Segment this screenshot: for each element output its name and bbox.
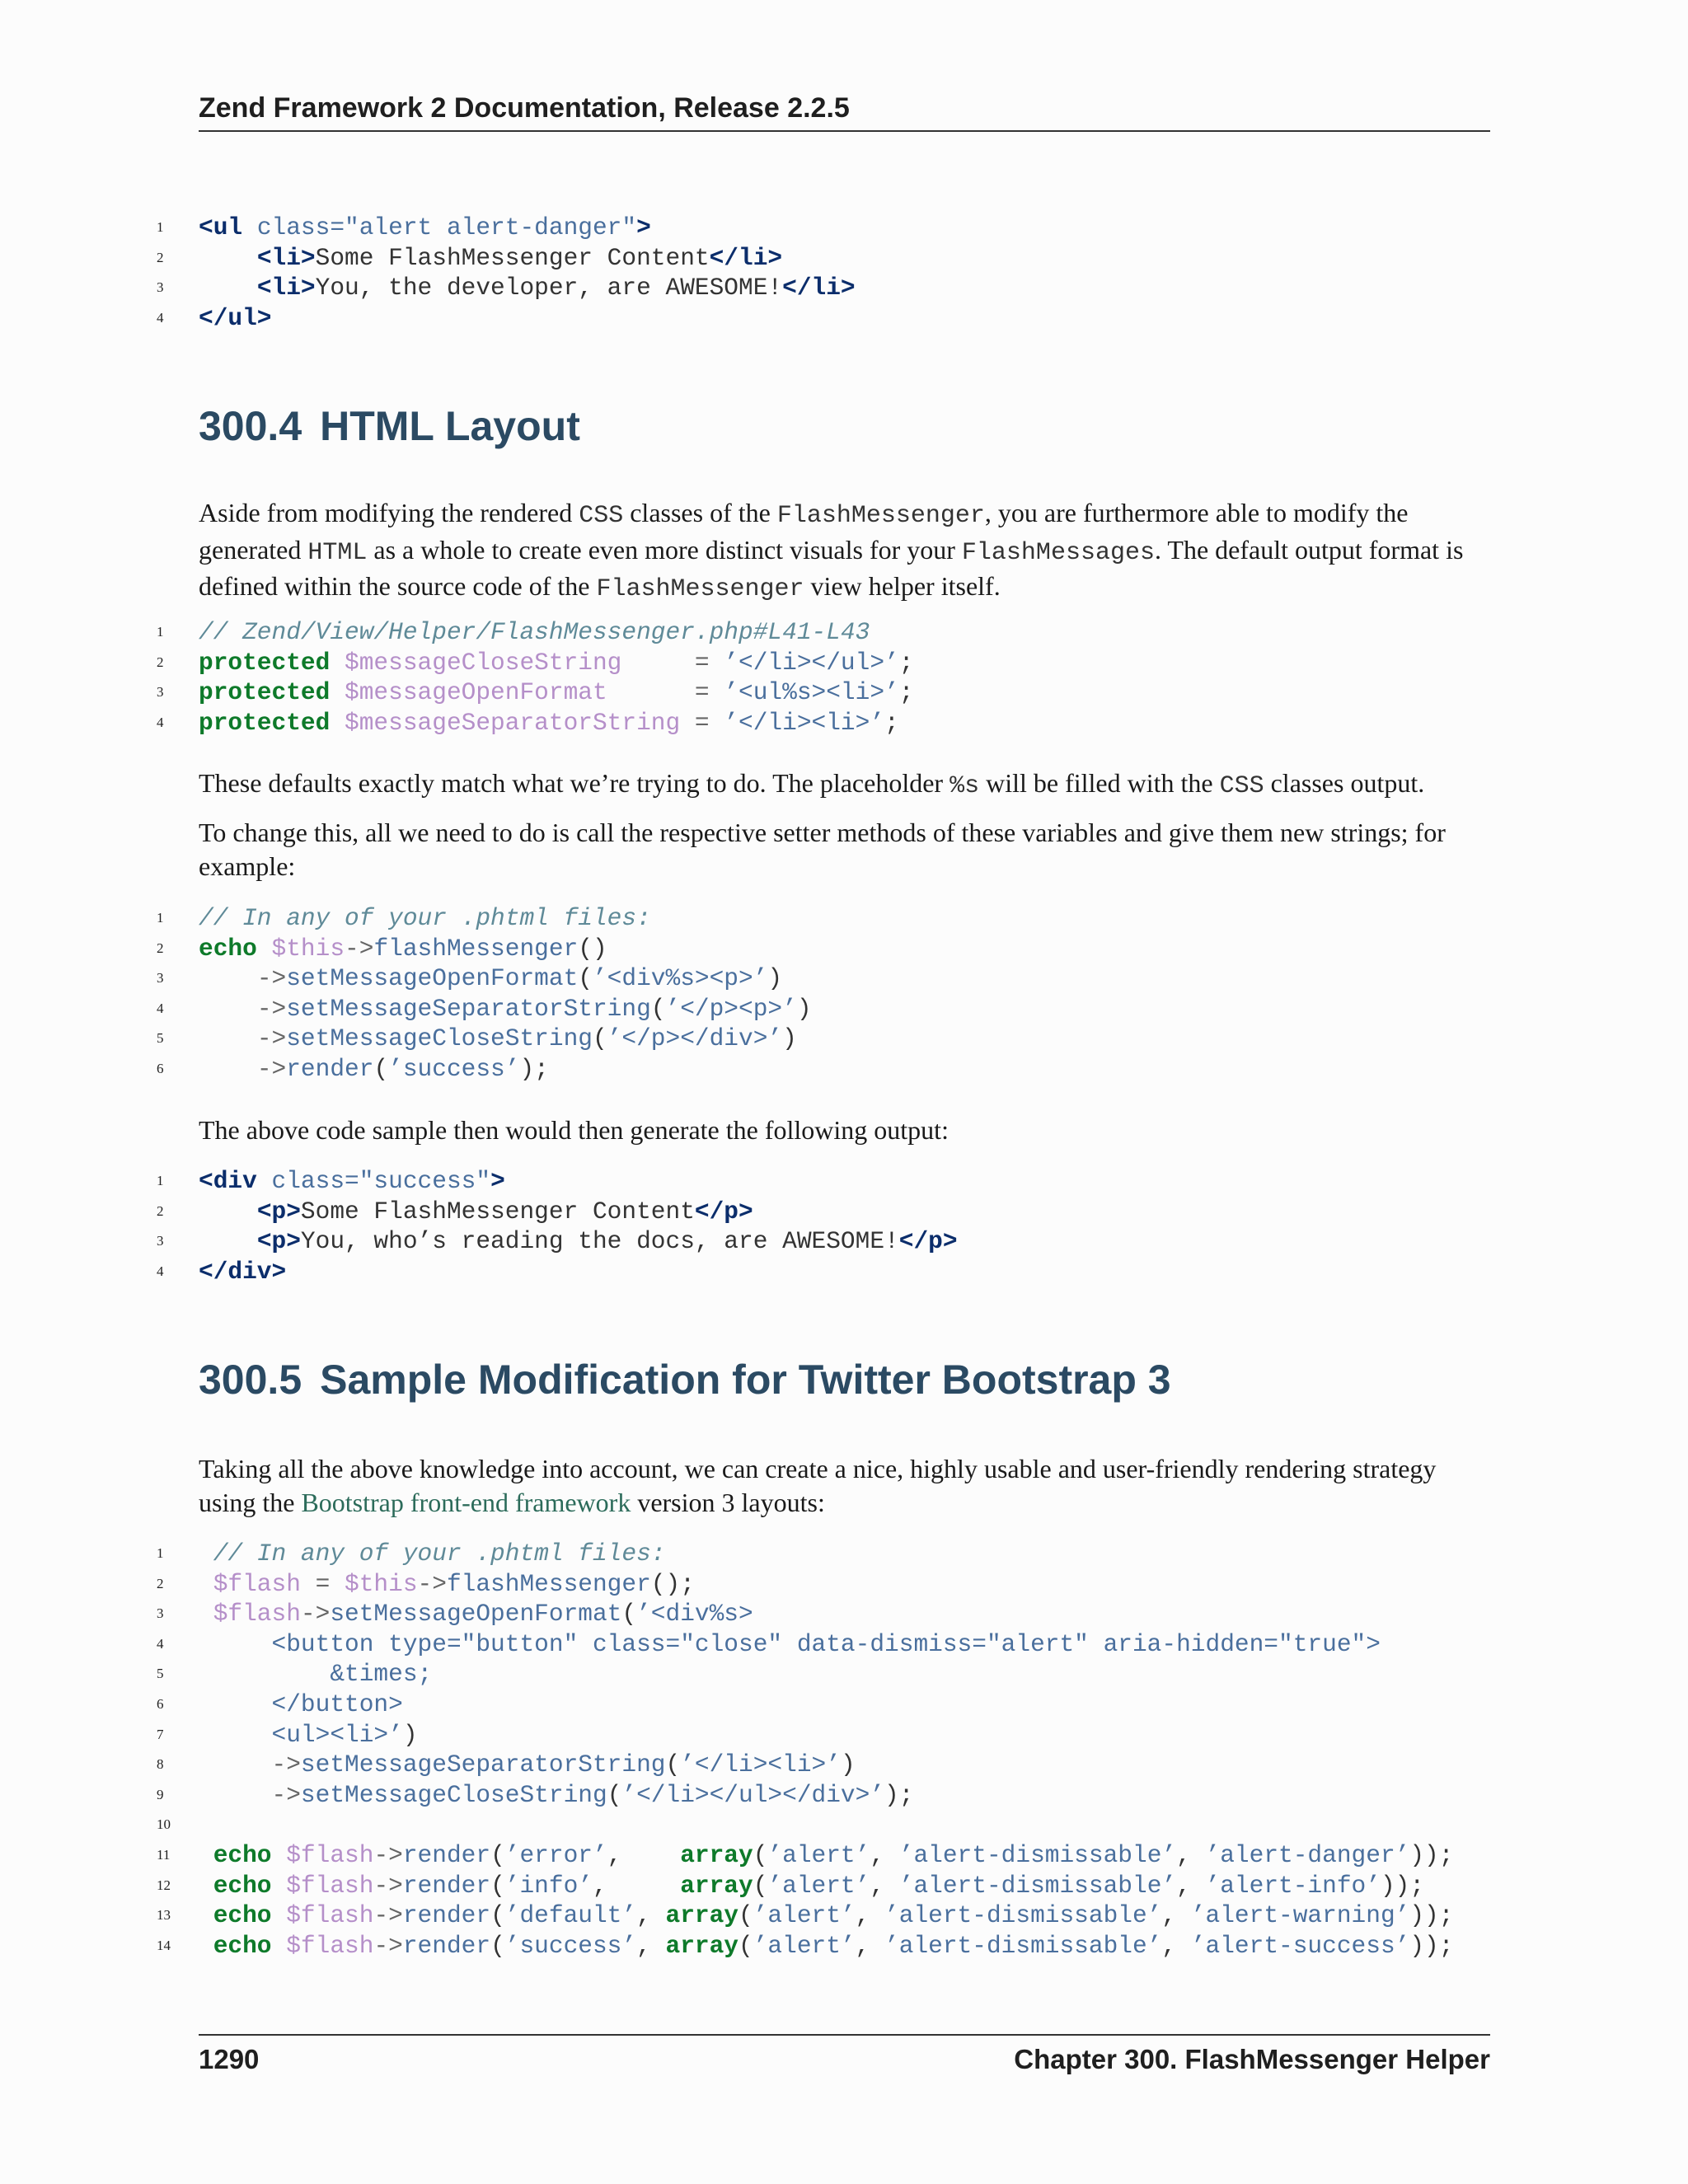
code-token: )	[767, 964, 783, 993]
code-token: )	[796, 994, 812, 1023]
code-line	[157, 1629, 1453, 1660]
code-token: render	[402, 1871, 491, 1900]
paragraph-html-layout-intro	[199, 496, 1490, 607]
code-token: (	[621, 1600, 637, 1629]
code-token: ’alert-warning’	[1190, 1901, 1410, 1930]
code-token: flashMessenger	[446, 1569, 651, 1598]
code-token: setMessageSeparatorString	[300, 1750, 666, 1779]
code-token: ();	[650, 1569, 695, 1598]
code-token: (	[592, 1024, 607, 1053]
code-token: $this	[271, 934, 345, 963]
code-token: ->	[345, 934, 374, 963]
code-token: ’</p></div>’	[607, 1024, 783, 1053]
inline-code: FlashMessages	[961, 538, 1155, 567]
section-title: HTML Layout	[320, 403, 580, 449]
code-token: class=	[271, 1167, 359, 1195]
section-title: Sample Modification for Twitter Bootstrap 3	[320, 1357, 1171, 1403]
code-token: ->	[271, 1780, 301, 1809]
text: will be filled with the	[979, 768, 1220, 798]
line-number: 1	[157, 624, 164, 640]
code-line	[157, 1054, 812, 1085]
code-token	[621, 649, 695, 677]
code-token: (	[738, 1901, 753, 1930]
code-line	[157, 1840, 1453, 1871]
code-token: (	[490, 1901, 505, 1930]
code-token: ,	[1176, 1840, 1206, 1869]
code-token: >	[490, 1167, 505, 1195]
code-token: <ul	[199, 213, 257, 241]
code-token: =	[315, 1569, 331, 1598]
code-token: ->	[256, 964, 287, 993]
code-token: render	[402, 1840, 491, 1869]
code-token: >	[636, 213, 651, 241]
code-token: echo	[213, 1871, 272, 1900]
line-number: 9	[157, 1786, 164, 1802]
code-token: ,	[855, 1931, 885, 1960]
code-token: ’alert’	[767, 1840, 870, 1869]
code-token	[710, 649, 724, 677]
code-line	[157, 617, 913, 648]
code-token: (	[490, 1871, 505, 1900]
code-token: ->	[373, 1871, 403, 1900]
code-token: $flash	[286, 1931, 374, 1960]
code-token: ’default’	[504, 1901, 637, 1930]
text: . The default output format is defined within the source code of the	[199, 534, 1464, 601]
code-token: protected	[199, 648, 331, 677]
code-line	[157, 1780, 1453, 1811]
inline-code: HTML	[307, 538, 368, 567]
code-token: </li>	[782, 274, 856, 302]
code-token: ->	[300, 1600, 331, 1629]
code-token: ;	[898, 648, 914, 677]
code-token: =	[694, 648, 710, 677]
text: view helper itself.	[804, 571, 1001, 601]
inline-code: CSS	[579, 502, 624, 530]
code-token: ->	[256, 994, 287, 1023]
line-number: 4	[157, 1635, 164, 1652]
code-token: )	[402, 1720, 418, 1749]
line-number: 4	[157, 309, 164, 326]
code-token	[272, 1901, 287, 1929]
code-token: "success"	[359, 1167, 491, 1195]
code-token: <ul><li>’	[199, 1720, 403, 1749]
code-token: ’<ul%s><li>’	[724, 678, 899, 707]
code-token: protected	[199, 708, 331, 737]
code-token: ’alert’	[753, 1901, 856, 1930]
code-token: ->	[256, 1054, 287, 1083]
code-token	[199, 1540, 213, 1568]
code-token	[199, 1600, 213, 1628]
code-token: ,	[1161, 1931, 1191, 1960]
code-line	[157, 1900, 1453, 1931]
code-token	[199, 244, 257, 272]
text: classes output.	[1264, 768, 1425, 798]
code-line	[157, 1599, 1453, 1629]
code-token: ’alert-dismissable’	[884, 1931, 1162, 1960]
code-token: array	[665, 1901, 739, 1930]
code-token: ’</li></ul></div>’	[621, 1780, 885, 1809]
code-line	[157, 1871, 1453, 1901]
chapter-title: Chapter 300. FlashMessenger Helper	[1014, 2044, 1490, 2074]
code-token: <p>	[256, 1197, 301, 1226]
code-token: ’alert-dismissable’	[884, 1901, 1162, 1930]
code-token: ’<div%s>	[636, 1600, 753, 1629]
code-token: (	[665, 1750, 681, 1779]
code-token: <button type="button" class="close" data-dismiss="alert" aria-hidden="true">	[199, 1629, 1381, 1658]
line-number: 3	[157, 1233, 164, 1249]
code-token: </div>	[199, 1257, 287, 1286]
code-token: // In any of your .phtml files:	[199, 904, 651, 932]
code-line	[157, 273, 856, 303]
code-token	[301, 1570, 316, 1598]
code-token: ’</li></ul>’	[724, 648, 899, 677]
code-token: ’alert-info’	[1205, 1871, 1381, 1900]
code-line	[157, 1226, 958, 1257]
code-token: Some FlashMessenger Content	[300, 1197, 695, 1226]
bootstrap-link[interactable]: Bootstrap front-end framework	[301, 1487, 631, 1517]
line-number: 1	[157, 219, 164, 235]
code-line	[157, 1024, 812, 1054]
code-token	[199, 1932, 213, 1960]
code-token	[710, 678, 724, 706]
code-token: flashMessenger	[373, 934, 579, 963]
line-number: 4	[157, 1000, 164, 1016]
code-token: <li>	[256, 274, 316, 302]
code-token: ’</p><p>’	[665, 994, 797, 1023]
code-token: (	[490, 1840, 505, 1869]
code-token: setMessageCloseString	[286, 1024, 593, 1053]
section-heading-html-layout	[199, 402, 580, 450]
code-token: ,	[1176, 1871, 1206, 1900]
code-token: class=	[256, 213, 345, 241]
code-token: ’alert-success’	[1190, 1931, 1410, 1960]
code-token: $messageSeparatorString	[345, 708, 681, 737]
line-number: 12	[157, 1877, 171, 1893]
text: Aside from modifying the rendered	[199, 498, 579, 527]
code-token: echo	[213, 1840, 272, 1869]
code-token: );	[519, 1054, 549, 1083]
code-token: ->	[373, 1901, 403, 1930]
code-token: ;	[884, 708, 899, 737]
code-token: echo	[199, 934, 257, 963]
inline-code: FlashMessenger	[776, 502, 985, 530]
code-token	[257, 935, 272, 963]
code-token	[199, 1197, 257, 1226]
code-token: render	[402, 1931, 491, 1960]
code-token: setMessageOpenFormat	[286, 964, 579, 993]
code-token	[199, 1570, 213, 1598]
code-token: (	[607, 1780, 622, 1809]
section-number: 300.5	[199, 1357, 302, 1403]
line-number: 3	[157, 1605, 164, 1622]
text: These defaults exactly match what we’re trying to do. The placeholder	[199, 768, 950, 798]
code-line	[157, 213, 856, 243]
line-number: 4	[157, 714, 164, 730]
text: , you are furthermore able to modify the generated	[199, 498, 1409, 565]
text: version 3 layouts:	[631, 1487, 825, 1517]
line-number: 4	[157, 1263, 164, 1279]
line-number: 10	[157, 1816, 171, 1833]
code-token: array	[680, 1840, 753, 1869]
code-token: ’info’	[504, 1871, 593, 1900]
code-token: ;	[898, 678, 914, 707]
code-line	[157, 677, 913, 708]
running-header: Zend Framework 2 Documentation, Release 2.2.5	[199, 92, 850, 124]
code-token: ,	[607, 1840, 681, 1869]
code-token	[330, 649, 345, 677]
code-token: ,	[855, 1901, 885, 1930]
code-line	[157, 303, 856, 334]
paragraph-output-intro: The above code sample then would then generate the following output:	[199, 1115, 949, 1145]
line-number: 11	[157, 1846, 171, 1863]
code-line	[157, 708, 913, 738]
code-token: ’</li><li>’	[680, 1750, 841, 1779]
code-block-div-output	[157, 1166, 958, 1286]
code-line	[157, 648, 913, 678]
code-token: <p>	[256, 1227, 301, 1256]
code-token: ,	[636, 1931, 666, 1960]
text: as a whole to create even more distinct visuals for your	[367, 534, 962, 565]
code-token: <li>	[256, 243, 316, 272]
code-line	[157, 1539, 1453, 1569]
code-token: ’alert-dismissable’	[898, 1871, 1177, 1900]
line-number: 2	[157, 940, 164, 956]
code-token: Some FlashMessenger Content	[315, 243, 710, 272]
code-line	[157, 1690, 1453, 1720]
code-line	[157, 1931, 1453, 1961]
code-token: (	[753, 1840, 768, 1869]
code-token	[330, 1570, 345, 1598]
code-line	[157, 963, 812, 994]
code-line	[157, 1659, 1453, 1690]
code-token: ’alert-dismissable’	[898, 1840, 1177, 1869]
code-token	[199, 1872, 213, 1900]
inline-code: %s	[950, 772, 980, 800]
code-token: ’success’	[504, 1931, 637, 1960]
code-token	[199, 1901, 213, 1929]
line-number: 8	[157, 1756, 164, 1773]
code-token: $flash	[213, 1569, 301, 1598]
header-rule	[199, 130, 1490, 132]
line-number: 13	[157, 1907, 171, 1924]
code-token: ’error’	[504, 1840, 607, 1869]
line-number: 14	[157, 1937, 171, 1953]
code-token: setMessageSeparatorString	[286, 994, 651, 1023]
paragraph-setters: To change this, all we need to do is call the respective setter methods of these variables and give them new strings; for example:	[199, 818, 1446, 881]
section-number: 300.4	[199, 403, 302, 449]
code-token: =	[694, 708, 710, 737]
line-number: 3	[157, 970, 164, 987]
code-token: setMessageOpenFormat	[330, 1600, 622, 1629]
code-token: ->	[373, 1840, 403, 1869]
code-token: array	[680, 1871, 753, 1900]
code-token: $messageOpenFormat	[345, 678, 607, 707]
code-token: ));	[1380, 1871, 1425, 1900]
code-token	[710, 709, 724, 737]
code-token: (	[738, 1931, 753, 1960]
code-token: ->	[256, 1024, 287, 1053]
code-line	[157, 243, 856, 274]
line-number: 1	[157, 1173, 164, 1188]
code-token: (	[490, 1931, 505, 1960]
line-number: 6	[157, 1695, 164, 1712]
code-line	[157, 1810, 1453, 1840]
code-token	[199, 1024, 257, 1052]
code-token: ’<div%s><p>’	[592, 964, 768, 993]
code-token: </ul>	[199, 303, 272, 332]
line-number: 3	[157, 684, 164, 701]
code-token: </p>	[694, 1197, 753, 1226]
code-token: render	[286, 1054, 374, 1083]
code-token: $flash	[213, 1600, 301, 1629]
code-token: $flash	[286, 1901, 374, 1930]
code-token: );	[884, 1780, 914, 1809]
code-token	[199, 1781, 272, 1809]
line-number: 3	[157, 279, 164, 296]
code-token	[199, 964, 257, 992]
code-token: (	[650, 994, 666, 1023]
line-number: 2	[157, 249, 164, 265]
code-token: echo	[213, 1931, 272, 1960]
code-token	[199, 995, 257, 1023]
code-line	[157, 1750, 1453, 1780]
code-token: ’alert’	[767, 1871, 870, 1900]
code-token	[199, 1055, 257, 1083]
code-token	[272, 1872, 287, 1900]
code-token	[330, 709, 345, 737]
line-number: 1	[157, 910, 164, 926]
code-token	[199, 1841, 213, 1869]
code-block-default-format	[157, 617, 913, 738]
code-line	[157, 903, 812, 934]
code-token: "alert alert-danger"	[345, 213, 637, 241]
code-token: // Zend/View/Helper/FlashMessenger.php#L41-L43	[199, 618, 870, 646]
code-line	[157, 994, 812, 1024]
code-token: ()	[578, 934, 607, 963]
code-token: )	[840, 1750, 856, 1779]
code-token: (	[373, 1054, 389, 1083]
code-token	[199, 1227, 257, 1255]
code-token: ’alert-danger’	[1205, 1840, 1410, 1869]
code-token: ));	[1409, 1901, 1454, 1930]
code-token: array	[665, 1931, 739, 1960]
code-token	[272, 1841, 287, 1869]
code-token	[607, 678, 695, 706]
code-token: You, who’s reading the docs, are AWESOME!	[300, 1227, 899, 1256]
code-line	[157, 934, 812, 964]
code-token: protected	[199, 678, 331, 707]
paragraph-bootstrap-intro	[199, 1452, 1490, 1519]
code-token: )	[782, 1024, 797, 1053]
code-block-bootstrap	[157, 1539, 1453, 1961]
footer-rule	[199, 2034, 1490, 2036]
code-line	[157, 1569, 1453, 1600]
code-token: (	[753, 1871, 768, 1900]
code-token: ->	[417, 1569, 447, 1598]
line-number: 6	[157, 1060, 164, 1076]
code-token: ->	[271, 1750, 301, 1779]
code-token: ’success’	[388, 1054, 520, 1083]
code-line	[157, 1197, 958, 1227]
line-number: 1	[157, 1545, 164, 1561]
line-number: 7	[157, 1726, 164, 1742]
code-token	[272, 1932, 287, 1960]
line-number: 5	[157, 1030, 164, 1047]
code-token	[330, 678, 345, 706]
code-token: $flash	[286, 1871, 374, 1900]
code-token: ’</li><li>’	[724, 708, 885, 737]
code-token	[199, 274, 257, 302]
code-token: =	[694, 678, 710, 707]
code-token: ));	[1409, 1931, 1454, 1960]
code-block-ul-output	[157, 213, 856, 333]
code-token: echo	[213, 1901, 272, 1930]
code-line	[157, 1720, 1453, 1750]
code-token: ,	[636, 1901, 666, 1930]
code-token: ,	[870, 1840, 899, 1869]
code-token: </li>	[709, 243, 783, 272]
code-token: ’alert’	[753, 1931, 856, 1960]
code-token: // In any of your .phtml files:	[213, 1540, 666, 1568]
code-token: $this	[345, 1569, 418, 1598]
code-line	[157, 1257, 958, 1287]
code-token: &times;	[199, 1660, 433, 1689]
code-token: <div	[199, 1167, 272, 1195]
code-token: setMessageCloseString	[300, 1780, 607, 1809]
code-token: ,	[1161, 1901, 1191, 1930]
code-line	[157, 1166, 958, 1197]
line-number: 2	[157, 1575, 164, 1591]
text: classes of the	[623, 498, 777, 527]
section-heading-bootstrap	[199, 1356, 1171, 1404]
paragraph-defaults	[199, 766, 1490, 804]
code-token: You, the developer, are AWESOME!	[315, 274, 783, 302]
line-number: 2	[157, 654, 164, 670]
code-token: $flash	[286, 1840, 374, 1869]
code-token: </button>	[199, 1690, 403, 1718]
code-token: </p>	[898, 1227, 958, 1256]
code-token: $messageCloseString	[345, 648, 622, 677]
line-number: 2	[157, 1202, 164, 1219]
code-token: ));	[1409, 1840, 1454, 1869]
line-number: 5	[157, 1666, 164, 1682]
code-token	[199, 1750, 272, 1779]
inline-code: CSS	[1219, 772, 1264, 800]
code-token: render	[402, 1901, 491, 1930]
text: Taking all the above knowledge into account, we can create a nice, highly usable and user-friendly rendering strategy using the	[199, 1454, 1437, 1517]
code-token: ,	[870, 1871, 899, 1900]
page-number: 1290	[199, 2044, 260, 2074]
code-token	[680, 709, 695, 737]
code-token: (	[578, 964, 593, 993]
code-token: ->	[373, 1931, 403, 1960]
code-block-setter-example	[157, 903, 812, 1085]
inline-code: FlashMessenger	[596, 575, 804, 603]
code-token: ,	[592, 1871, 681, 1900]
